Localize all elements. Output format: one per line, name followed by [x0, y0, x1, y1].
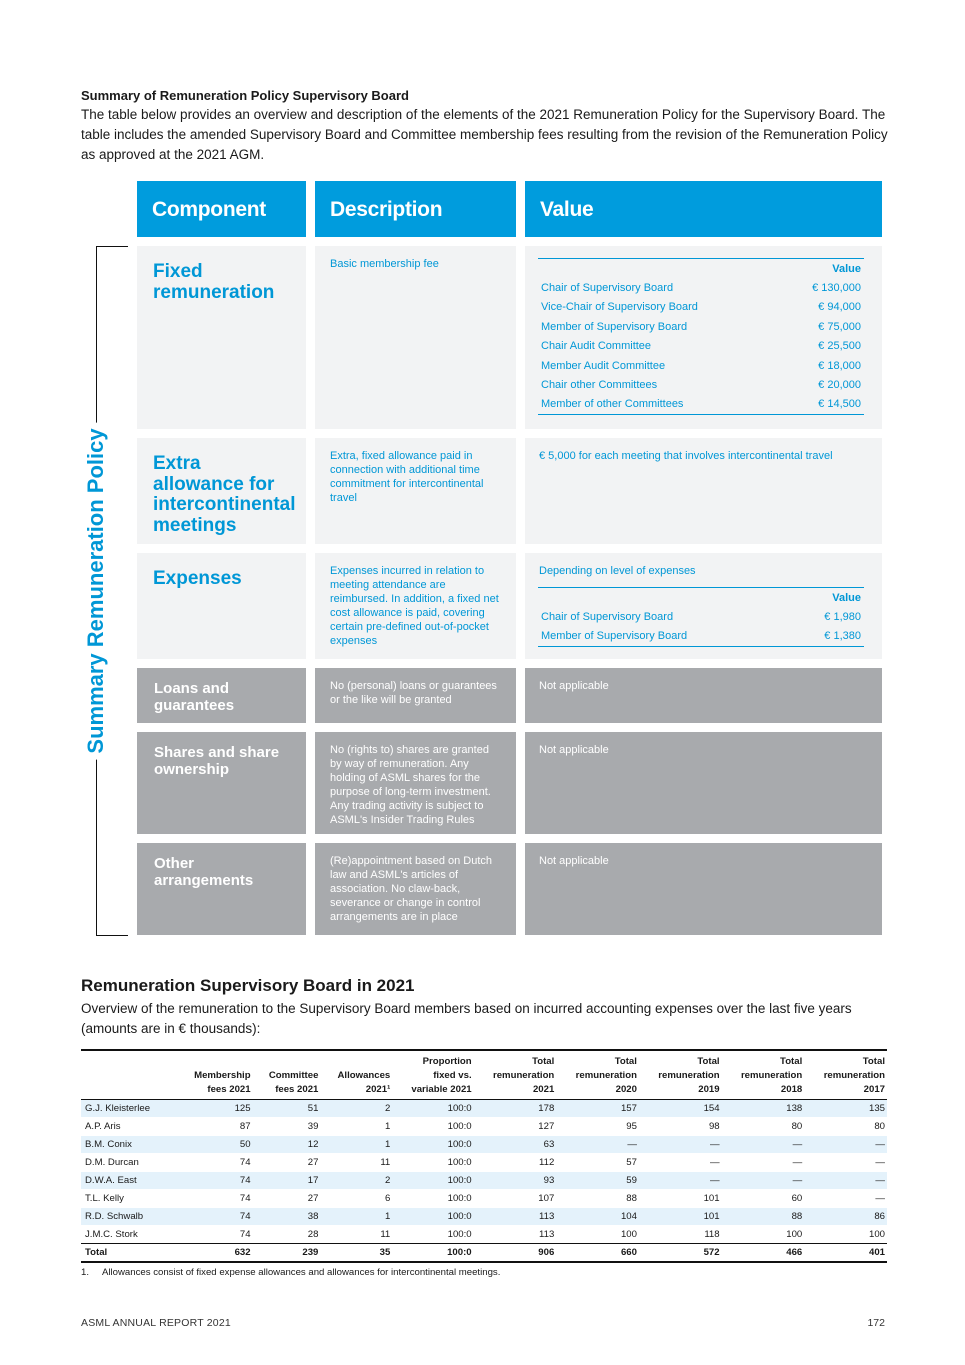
- intro-title: Summary of Remuneration Policy Supervisory Board: [81, 88, 409, 103]
- table-cell: 135: [868, 1103, 885, 1114]
- table-cell: 104: [620, 1211, 637, 1222]
- table-cell: —: [792, 1139, 803, 1150]
- table-cell: 86: [874, 1211, 885, 1222]
- header-total-2019: Total remuneration 2019: [658, 1056, 720, 1095]
- table-row: [81, 1136, 887, 1154]
- table-cell: 51: [307, 1103, 319, 1114]
- value-shares: Not applicable: [525, 732, 882, 834]
- header-component: Component: [137, 181, 306, 237]
- member-name-cell: R.D. Schwalb: [85, 1211, 144, 1222]
- fixed-fee-row: Member of Supervisory Board € 75,000: [541, 320, 861, 333]
- table-cell: 74: [239, 1211, 251, 1222]
- total-cell: 632: [176, 1244, 253, 1263]
- section-title: Remuneration Supervisory Board in 2021: [81, 976, 415, 995]
- fixed-fee-row: Chair other Committees € 20,000: [541, 379, 861, 392]
- component-expenses: Expenses: [137, 553, 306, 659]
- table-cell: 100:0: [447, 1175, 472, 1186]
- table-cell: 100: [786, 1229, 803, 1240]
- table-cell: 2: [384, 1103, 391, 1114]
- total-cell: 466: [722, 1244, 805, 1263]
- table-cell: —: [875, 1193, 885, 1204]
- table-header-row: [81, 1050, 887, 1100]
- table-cell: 178: [538, 1103, 555, 1114]
- table-cell: 127: [538, 1121, 555, 1132]
- header-value: Value: [525, 181, 882, 237]
- table-cell: 1: [384, 1121, 391, 1132]
- table-cell: 113: [539, 1229, 555, 1240]
- table-row: [81, 1190, 887, 1208]
- member-name-cell: D.W.A. East: [85, 1175, 137, 1186]
- table-cell: 1: [384, 1211, 391, 1222]
- table-cell: 100:0: [447, 1121, 472, 1132]
- header-total-2020: Total remuneration 2020: [575, 1056, 637, 1095]
- table-cell: 63: [543, 1139, 555, 1150]
- table-cell: 74: [239, 1175, 251, 1186]
- table-cell: 101: [703, 1211, 720, 1222]
- page-number: 172: [867, 1317, 885, 1329]
- table-cell: 17: [307, 1175, 319, 1186]
- expenses-value-intro: Depending on level of expenses: [539, 565, 696, 577]
- description-expenses: Expenses incurred in relation to meeting attendance are reimbursed. In addition, a fixed net cost allowance is paid, covering certain pre-defined out-of-pocket expenses: [315, 553, 516, 659]
- expenses-table: [538, 587, 864, 647]
- fixed-fee-row: Vice-Chair of Supervisory Board € 94,000: [541, 301, 861, 314]
- component-other: Other arrangements: [137, 843, 306, 935]
- table-cell: 154: [703, 1103, 720, 1114]
- table-row: [81, 1208, 887, 1226]
- table-cell: —: [792, 1157, 803, 1168]
- component-fixed: Fixed remuneration: [137, 246, 306, 429]
- table-cell: 57: [626, 1157, 637, 1168]
- table-cell: —: [710, 1175, 720, 1186]
- table-cell: 88: [626, 1193, 637, 1204]
- table-cell: 112: [539, 1157, 555, 1168]
- member-name-cell: B.M. Conix: [85, 1139, 132, 1150]
- table-cell: 27: [307, 1157, 319, 1168]
- intro: [81, 87, 891, 165]
- header-proportion: Proportion fixed vs. variable 2021: [411, 1056, 472, 1095]
- table-cell: 74: [239, 1229, 251, 1240]
- member-name-cell: A.P. Aris: [85, 1121, 121, 1132]
- description-fixed: Basic membership fee: [315, 246, 516, 429]
- table-cell: 80: [874, 1121, 885, 1132]
- table-cell: 93: [543, 1175, 555, 1186]
- table-cell: 74: [239, 1193, 251, 1204]
- value-extra-allowance: € 5,000 for each meeting that involves intercontinental travel: [525, 438, 882, 544]
- table-cell: —: [875, 1157, 885, 1168]
- table-cell: 11: [380, 1157, 391, 1168]
- fixed-fee-row: Chair Audit Committee € 25,500: [541, 340, 861, 353]
- remuneration-table: [81, 1049, 887, 1263]
- table-row: [81, 1100, 887, 1118]
- value-loans: Not applicable: [525, 668, 882, 723]
- table-cell: 107: [538, 1193, 555, 1204]
- table-cell: —: [875, 1175, 885, 1186]
- table-row: [81, 1118, 887, 1136]
- table-cell: 27: [307, 1193, 319, 1204]
- table-cell: 113: [539, 1211, 555, 1222]
- table-cell: 118: [704, 1229, 720, 1240]
- table-cell: 59: [626, 1175, 637, 1186]
- table-cell: —: [875, 1139, 885, 1150]
- table-cell: —: [710, 1139, 720, 1150]
- expenses-table-header: Value: [832, 591, 861, 604]
- table-cell: 100:0: [447, 1193, 472, 1204]
- table-cell: —: [710, 1157, 720, 1168]
- table-cell: 80: [791, 1121, 803, 1132]
- footer-report-title: ASML ANNUAL REPORT 2021: [81, 1317, 231, 1329]
- table-cell: 74: [239, 1157, 251, 1168]
- table-cell: 28: [307, 1229, 319, 1240]
- table-cell: 100: [868, 1229, 885, 1240]
- table-body: [81, 1100, 887, 1263]
- total-cell: 572: [639, 1244, 722, 1263]
- table-cell: 100:0: [447, 1211, 472, 1222]
- table-cell: 39: [307, 1121, 319, 1132]
- table-cell: 11: [380, 1229, 391, 1240]
- table-cell: 38: [307, 1211, 319, 1222]
- footnote: 1. Allowances consist of fixed expense allowances and allowances for intercontinental meetings.: [81, 1267, 501, 1278]
- table-row: [81, 1172, 887, 1190]
- table-cell: 100: [620, 1229, 637, 1240]
- table-cell: 87: [239, 1121, 251, 1132]
- table-cell: 2: [384, 1175, 391, 1186]
- header-membership-fees: Membership fees 2021: [194, 1070, 251, 1095]
- header-name: [81, 1050, 176, 1100]
- description-other: (Re)appointment based on Dutch law and ASML's articles of association. No claw-back, severance or change in control arrangements are in place: [315, 843, 516, 935]
- table-cell: 100:0: [447, 1229, 472, 1240]
- header-total-2021: Total remuneration 2021: [492, 1056, 555, 1095]
- header-allowances: Allowances 2021¹: [337, 1070, 391, 1095]
- table-cell: 12: [307, 1139, 319, 1150]
- total-cell: 401: [804, 1244, 887, 1263]
- table-cell: 138: [786, 1103, 803, 1114]
- table-cell: 100:0: [447, 1157, 472, 1168]
- expenses-row: Chair of Supervisory Board € 1,980: [541, 611, 861, 624]
- total-cell: 906: [474, 1244, 557, 1263]
- fixed-fee-row: Member Audit Committee € 18,000: [541, 359, 861, 372]
- total-row: [81, 1244, 887, 1263]
- description-loans: No (personal) loans or guarantees or the like will be granted: [315, 668, 516, 723]
- description-shares: No (rights to) shares are granted by way of remuneration. Any holding of ASML shares for the purpose of long-term investment. Any trading activity is subject to ASML's Insider Trading Rules: [315, 732, 516, 834]
- table-cell: 98: [708, 1121, 720, 1132]
- fixed-fee-table: [538, 258, 864, 415]
- table-cell: 1: [384, 1139, 391, 1150]
- value-expenses: [525, 553, 882, 659]
- section-remuneration-2021: [81, 975, 891, 1039]
- total-label-cell: Total: [81, 1244, 176, 1263]
- header-committee-fees: Committee fees 2021: [268, 1070, 319, 1095]
- table-cell: —: [792, 1175, 803, 1186]
- header-description: Description: [315, 181, 516, 237]
- member-name-cell: J.M.C. Stork: [85, 1229, 138, 1240]
- table-cell: 50: [239, 1139, 251, 1150]
- table-cell: 60: [791, 1193, 803, 1204]
- fixed-fee-row: Member of other Committees € 14,500: [541, 398, 861, 411]
- header-total-2017: Total remuneration 2017: [823, 1056, 885, 1095]
- total-cell: 239: [253, 1244, 321, 1263]
- table-cell: 157: [620, 1103, 637, 1114]
- table-cell: 101: [703, 1193, 720, 1204]
- table-cell: 6: [384, 1193, 391, 1204]
- section-text: Overview of the remuneration to the Supervisory Board members based on incurred accounting expenses over the last five years (amounts are in € thousands):: [81, 1001, 852, 1036]
- table-row: [81, 1154, 887, 1172]
- total-cell: 100:0: [392, 1244, 473, 1263]
- fixed-fee-table-header: Value: [832, 262, 861, 275]
- member-name-cell: T.L. Kelly: [85, 1193, 124, 1204]
- table-cell: 95: [626, 1121, 637, 1132]
- component-extra-allowance: Extra allowance for intercontinental meetings: [137, 438, 306, 544]
- expenses-row: Member of Supervisory Board € 1,380: [541, 630, 861, 643]
- table-cell: —: [627, 1139, 637, 1150]
- table-cell: 100:0: [447, 1139, 472, 1150]
- member-name-cell: G.J. Kleisterlee: [85, 1103, 151, 1114]
- total-cell: 35: [320, 1244, 392, 1263]
- component-shares: Shares and share ownership: [137, 732, 306, 834]
- table-row: [81, 1226, 887, 1244]
- total-cell: 660: [556, 1244, 639, 1263]
- component-loans: Loans and guarantees: [137, 668, 306, 723]
- description-extra-allowance: Extra, fixed allowance paid in connection with additional time commitment for intercontinental travel: [315, 438, 516, 544]
- table-cell: 125: [234, 1103, 251, 1114]
- fixed-fee-row: Chair of Supervisory Board € 130,000: [541, 282, 861, 295]
- value-fixed: [525, 246, 882, 429]
- header-total-2018: Total remuneration 2018: [740, 1056, 803, 1095]
- value-other: Not applicable: [525, 843, 882, 935]
- member-name-cell: D.M. Durcan: [85, 1157, 139, 1168]
- intro-text: The table below provides an overview and description of the elements of the 2021 Remuneration Policy for the Supervisory Board. The table includes the amended Supervisory Board and Committee membership fees resulting from the revision of the Remuneration Policy as approved at the 2021 AGM.: [81, 107, 888, 162]
- table-cell: 100:0: [447, 1103, 472, 1114]
- table-cell: 88: [791, 1211, 803, 1222]
